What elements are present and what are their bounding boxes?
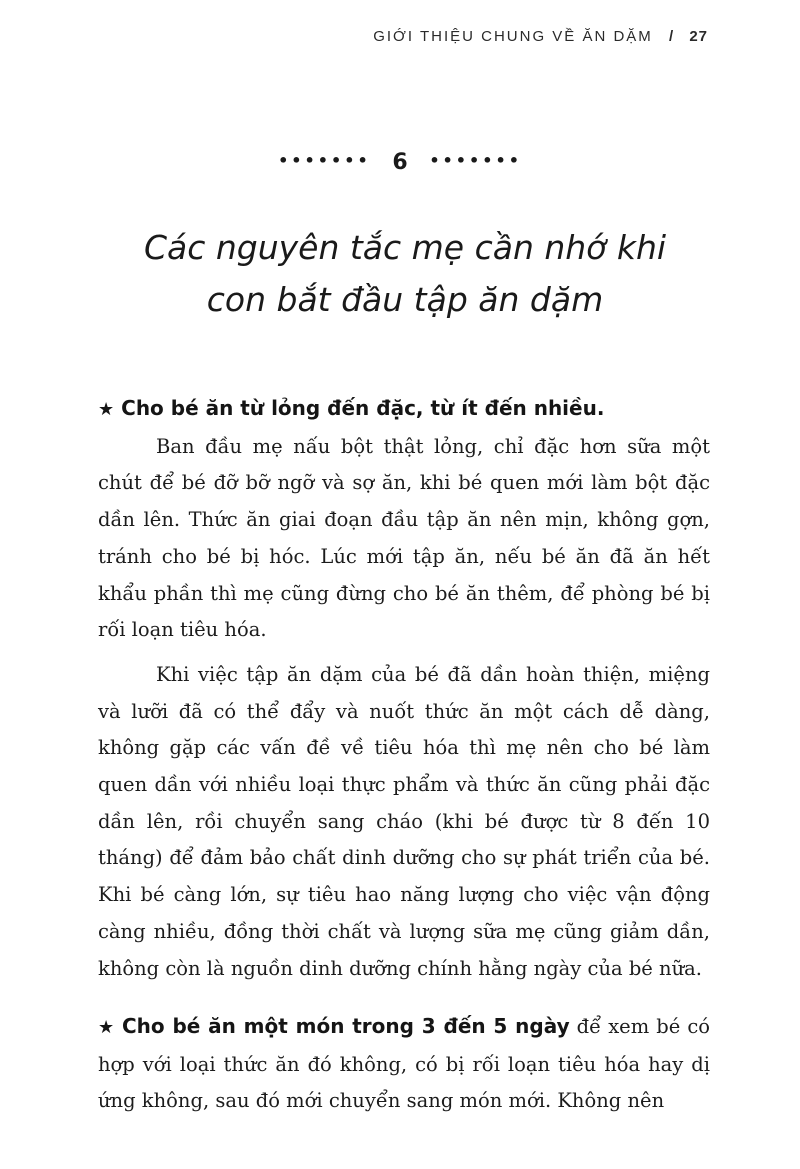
chapter-dots-left: •••••••	[278, 151, 371, 170]
star-icon: ★	[98, 1017, 115, 1038]
page-number: 27	[689, 28, 708, 45]
section-heading	[98, 390, 710, 429]
chapter-title-line-1: Các nguyên tắc mẹ cần nhớ khi	[143, 228, 667, 267]
chapter-dots-right: •••••••	[429, 151, 522, 170]
section-heading-text: Cho bé ăn một món trong 3 đến 5 ngày	[121, 1014, 570, 1038]
header-separator: /	[668, 28, 676, 45]
section-one-dish	[98, 1008, 710, 1120]
chapter-name: GIỚI THIỆU CHUNG VỀ ĂN DẶM	[373, 28, 653, 45]
section-paragraph	[98, 1008, 710, 1120]
section-liquid-to-thick	[98, 390, 710, 987]
section-heading-text: Cho bé ăn từ lỏng đến đặc, từ ít đến nhiều.	[121, 396, 605, 420]
chapter-number-mark	[0, 150, 800, 175]
body-paragraph: Ban đầu mẹ nấu bột thật lỏng, chỉ đặc hơn sữa một chút để bé đỡ bỡ ngỡ và sợ ăn, khi bé quen mới làm bột đặc dần lên. Thức ăn giai đoạn đầu tập ăn nên mịn, không gợn, tránh cho bé bị hóc. Lúc mới tập ăn, nếu bé ăn đã ăn hết khẩu phần thì mẹ cũng đừng cho bé ăn thêm, để phòng bé bị rối loạn tiêu hóa.	[98, 434, 710, 642]
chapter-title-line-2: con bắt đầu tập ăn dặm	[206, 280, 604, 319]
body-paragraph: Khi việc tập ăn dặm của bé đã dần hoàn thiện, miệng và lưỡi đã có thể đẩy và nuốt thức ăn một cách dễ dàng, không gặp các vấn đề về tiêu hóa thì mẹ nên cho bé làm quen dần với nhiều loại thực phẩm và thức ăn cũng phải đặc dần lên, rồi chuyển sang cháo (khi bé được từ 8 đến 10 tháng) để đảm bảo chất dinh dưỡng cho sự phát triển của bé. Khi bé càng lớn, sự tiêu hao năng lượng cho việc vận động càng nhiều, đồng thời chất và lượng sữa mẹ cũng giảm dần, không còn là nguồn dinh dưỡng chính hằng ngày của bé nữa.	[98, 662, 710, 980]
chapter-title	[60, 222, 750, 326]
chapter-number: 6	[392, 150, 408, 175]
star-icon: ★	[98, 399, 115, 420]
running-header	[373, 28, 708, 45]
section-body-text: để xem bé có hợp với loại thức ăn đó không, có bị rối loạn tiêu hóa hay dị ứng không, sau đó mới chuyển sang món mới. Không nên	[98, 1015, 710, 1113]
